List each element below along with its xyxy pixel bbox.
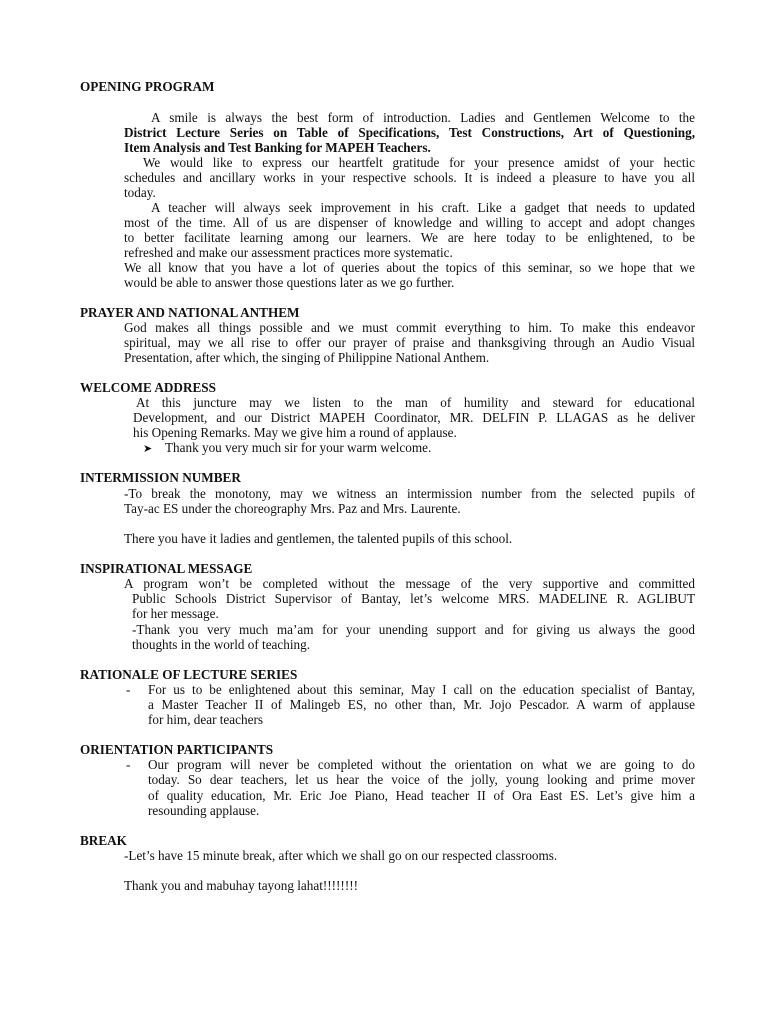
opening-paragraph-line: would be able to answer those questions later as we go further.	[124, 275, 455, 290]
heading-welcome-address: WELCOME ADDRESS	[80, 380, 216, 395]
prayer-paragraph-line: spiritual, may we all rise to offer our prayer of praise and thanksgiving through an Audio Visual	[124, 335, 695, 350]
rationale-paragraph-line: for him, dear teachers	[148, 712, 263, 727]
prayer-paragraph-line: Presentation, after which, the singing of Philippine National Anthem.	[124, 350, 490, 365]
orientation-paragraph-line: Our program will never be completed without the orientation on what we are going to do	[148, 757, 695, 772]
welcome-bullet-item: Thank you very much sir for your warm welcome.	[165, 440, 432, 455]
inspirational-paragraph-line: for her message.	[132, 606, 219, 621]
heading-inspirational-message: INSPIRATIONAL MESSAGE	[80, 561, 253, 576]
dash-bullet: -	[126, 682, 131, 697]
opening-paragraph-line: schedules and ancillary works in your respective schools. It is indeed a pleasure to have you all	[124, 170, 695, 185]
break-paragraph-line: -Let’s have 15 minute break, after which we shall go on our respected classrooms.	[124, 848, 558, 863]
orientation-paragraph-line: today. So dear teachers, let us hear the voice of the jolly, young looking and prime mover	[148, 772, 695, 787]
inspirational-paragraph-line: Public Schools District Supervisor of Bantay, let’s welcome MRS. MADELINE R. AGLIBUT	[132, 591, 695, 606]
welcome-paragraph-line: his Opening Remarks. May we give him a round of applause.	[133, 425, 457, 440]
heading-rationale-lecture-series: RATIONALE OF LECTURE SERIES	[80, 667, 298, 682]
heading-orientation-participants: ORIENTATION PARTICIPANTS	[80, 742, 274, 757]
closing-line: Thank you and mabuhay tayong lahat!!!!!!!!	[124, 878, 358, 893]
heading-prayer-national-anthem: PRAYER AND NATIONAL ANTHEM	[80, 305, 300, 320]
opening-paragraph-line: today.	[124, 185, 156, 200]
opening-paragraph-line: A teacher will always seek improvement in his craft. Like a gadget that needs to updated	[151, 200, 695, 215]
orientation-paragraph-line: resounding applause.	[148, 803, 260, 818]
inspirational-paragraph-line: -Thank you very much ma’am for your unending support and for giving us always the good	[132, 622, 695, 637]
opening-paragraph-line: We would like to express our heartfelt gratitude for your presence amidst of your hectic	[143, 155, 695, 170]
opening-paragraph-line: to better facilitate learning among our learners. We are here today to be enlightened, to be	[124, 230, 695, 245]
rationale-paragraph-line: For us to be enlightened about this seminar, May I call on the education specialist of Bantay,	[148, 682, 695, 697]
heading-break: BREAK	[80, 833, 127, 848]
prayer-paragraph-line: God makes all things possible and we must commit everything to him. To make this endeavor	[124, 320, 695, 335]
opening-paragraph-line: District Lecture Series on Table of Specifications, Test Constructions, Art of Questioning,	[124, 125, 695, 140]
opening-paragraph-line: We all know that you have a lot of queries about the topics of this seminar, so we hope that we	[124, 260, 695, 275]
heading-intermission-number: INTERMISSION NUMBER	[80, 470, 241, 485]
intermission-paragraph-line: There you have it ladies and gentlemen, the talented pupils of this school.	[124, 531, 513, 546]
rationale-paragraph-line: a Master Teacher II of Malingeb ES, no other than, Mr. Jojo Pescador. A warm of applause	[148, 697, 695, 712]
inspirational-paragraph-line: A program won’t be completed without the message of the very supportive and committed	[124, 576, 695, 591]
inspirational-paragraph-line: thoughts in the world of teaching.	[132, 637, 310, 652]
welcome-paragraph-line: At this juncture may we listen to the man of humility and steward for educational	[136, 395, 695, 410]
opening-paragraph-line: most of the time. All of us are dispenser of knowledge and willing to accept and adopt changes	[124, 215, 695, 230]
opening-paragraph-line: A smile is always the best form of introduction. Ladies and Gentlemen Welcome to the	[151, 110, 695, 125]
opening-paragraph-line: refreshed and make our assessment practices more systematic.	[124, 245, 453, 260]
welcome-paragraph-line: Development, and our District MAPEH Coordinator, MR. DELFIN P. LLAGAS as he deliver	[133, 410, 695, 425]
orientation-paragraph-line: of quality education, Mr. Eric Joe Piano, Head teacher II of Ora East ES. Let’s give him a	[148, 788, 695, 803]
arrowhead-bullet-icon: ➤	[143, 442, 153, 455]
intermission-paragraph-line: Tay-ac ES under the choreography Mrs. Paz and Mrs. Laurente.	[124, 501, 461, 516]
heading-opening-program: OPENING PROGRAM	[80, 79, 215, 94]
opening-paragraph-line: Item Analysis and Test Banking for MAPEH Teachers.	[124, 140, 431, 155]
intermission-paragraph-line: -To break the monotony, may we witness an intermission number from the selected pupils of	[124, 486, 695, 501]
dash-bullet: -	[126, 757, 131, 772]
